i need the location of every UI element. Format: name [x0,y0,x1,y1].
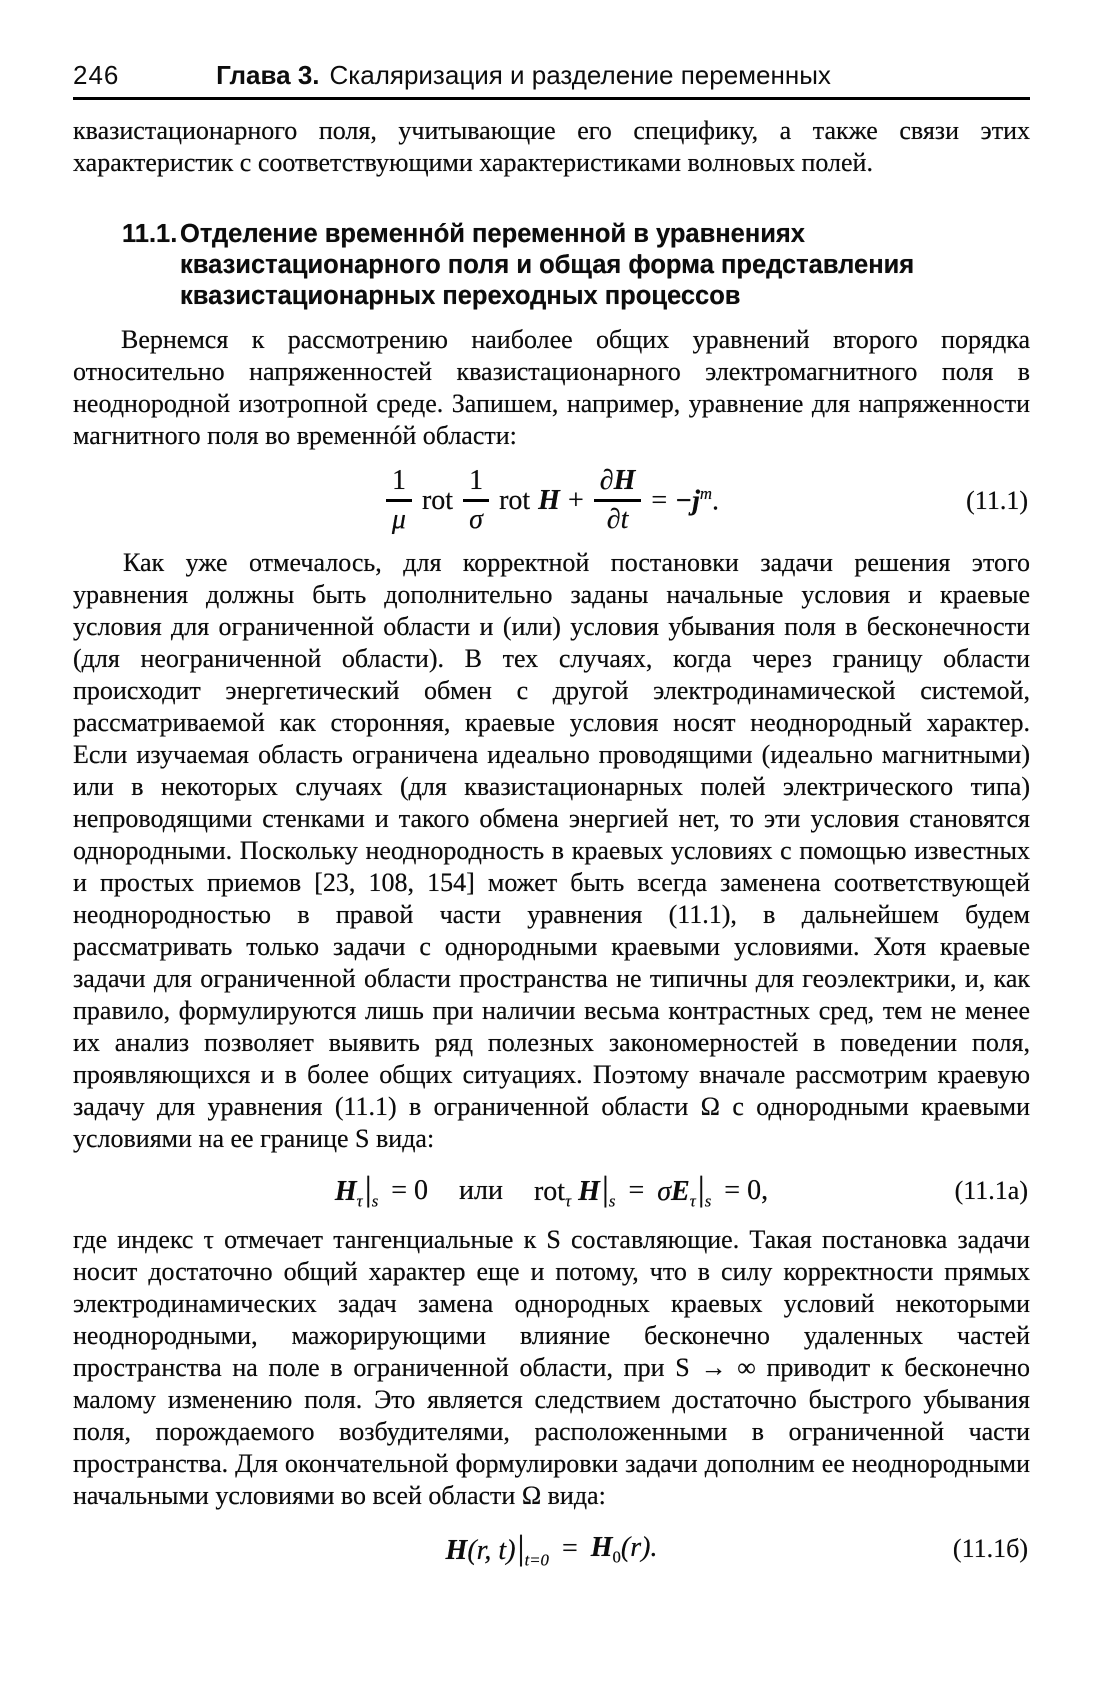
equation-11-1b [73,1528,1030,1571]
chapter-label: Глава 3. [216,60,320,90]
section-number: 11.1. [122,220,178,248]
H-of-r-t-at-t0: H(r, $t)|_{t=0}$ [445,1528,549,1570]
equation-11-1a [73,1169,1030,1212]
equation-label: (11.1а) [954,1175,1028,1205]
equals-sign: = [561,1533,578,1565]
page-number: 246 [73,60,120,90]
rot-operator: rot [499,484,531,516]
rot-tau-H-on-S: rot$_\tau$ $H|_s$ [533,1169,616,1212]
page-header [73,60,1030,90]
equation-label: (11.1б) [952,1534,1028,1564]
equals-sign: = [628,1174,645,1206]
equation-11-1 [73,466,1030,535]
paragraph: где индекс τ отмечает тангенциальные к S составляющие. Такая постановка задачи носит достаточно общий характер еще и потому, что в силу корректности прямых электродинамических задач замена однородных краевых условий некоторыми неоднородными, мажорирующими влияние бесконечно удаленных частей пространства на поле в ограниченной области, при S → ∞ приводит к бесконечно малому изменению поля. Это является следствием достаточно быстрого убывания поля, порождаемого возбудителями, расположенными в ограниченной части пространства. Для окончательной формулировки задачи дополним ее неоднородными начальными условиями во всей области Ω вида: [73,1225,1030,1511]
paragraph: Вернемся к рассмотрению наиболее общих уравнений второго порядка относительно напряженностей квазистационарного электромагнитного поля в неоднородной изотропной среде. Запишем, например, уравнение для напряженности магнитного поля во временнóй области: [73,325,1030,450]
section-title [180,219,914,312]
section-title-line: квазистационарного поля и общая форма представления [180,251,915,279]
equals-sign: = [651,484,668,516]
page-content [73,60,1030,1571]
minus-j-m: $-j^m$. [675,484,720,517]
section-heading [122,219,1030,312]
paragraph: Как уже отмечалось, для корректной постановки задачи решения этого уравнения должны быть дополнительно заданы начальные условия и краевые условия для ограниченной области и (или) условия убывания поля в бесконечности (для неограниченной области). В тех случаях, когда через границу области происходит энергетический обмен с другой электродинамической системой, рассматриваемой как сторонняя, краевые условия носят неоднородный характер. Если изучаемая область ограничена идеально проводящими (идеально магнитными) или в некоторых случаях (для квазистационарных полей электрического типа) непроводящими стенками и такого обмена энергией нет, то эти условия становятся однородными. Поскольку неоднородность в краевых условиях с помощью известных и простых приемов [23, 108, 154] может быть всегда заменена соответствующей неоднородностью в правой части уравнения (11.1), в дальнейшем будем рассматривать только задачи с однородными краевыми условиями. Хотя краевые задачи для ограниченной области пространства не типичны для геоэлектрики, и, как правило, формулируются лишь при наличии весьма контрастных сред, тем не менее их анализ позволяет выявить ряд полезных закономерностей в поведении поля, проявляющихся и в более общих ситуациях. Поэтому вначале рассмотрим краевую задачу для уравнения (11.1) в ограниченной области Ω с однородными краевыми условиями на ее границе S вида: [73,548,1030,1154]
H-tau-on-S: $H_\tau|_s$ [334,1169,379,1212]
equation-label: (11.1) [966,485,1028,515]
fraction-dH-dt: $\frac{\partial H}{\partial t}$ [594,466,642,535]
running-head [45,60,1002,90]
H0-of-r: $H_0(r)$. [590,1531,658,1567]
section-title-line: Отделение временнóй переменной в уравнениях [180,220,805,248]
section-title-line: квазистационарных переходных процессов [180,282,741,310]
equals-zero: = 0, [724,1174,769,1206]
equals-zero: = 0 [391,1174,429,1206]
intro-paragraph: квазистационарного поля, учитывающие его специфику, а также связи этих характеристик с соответствующими характеристиками волновых полей. [73,116,1030,177]
sigma-E-tau-on-S: $\sigma E_\tau|_s$ [657,1169,712,1212]
chapter-title: Скаляризация и разделение переменных [329,60,831,90]
fraction-1-over-mu: $\frac{1}{\mu}$ [386,466,412,535]
rot-operator: rot [421,484,454,516]
vector-H: H [538,484,560,516]
plus-sign: + [567,484,584,516]
header-rule [73,97,1030,100]
fraction-1-over-sigma: $\frac{1}{\sigma}$ [463,466,489,535]
or-word: или [459,1174,503,1206]
